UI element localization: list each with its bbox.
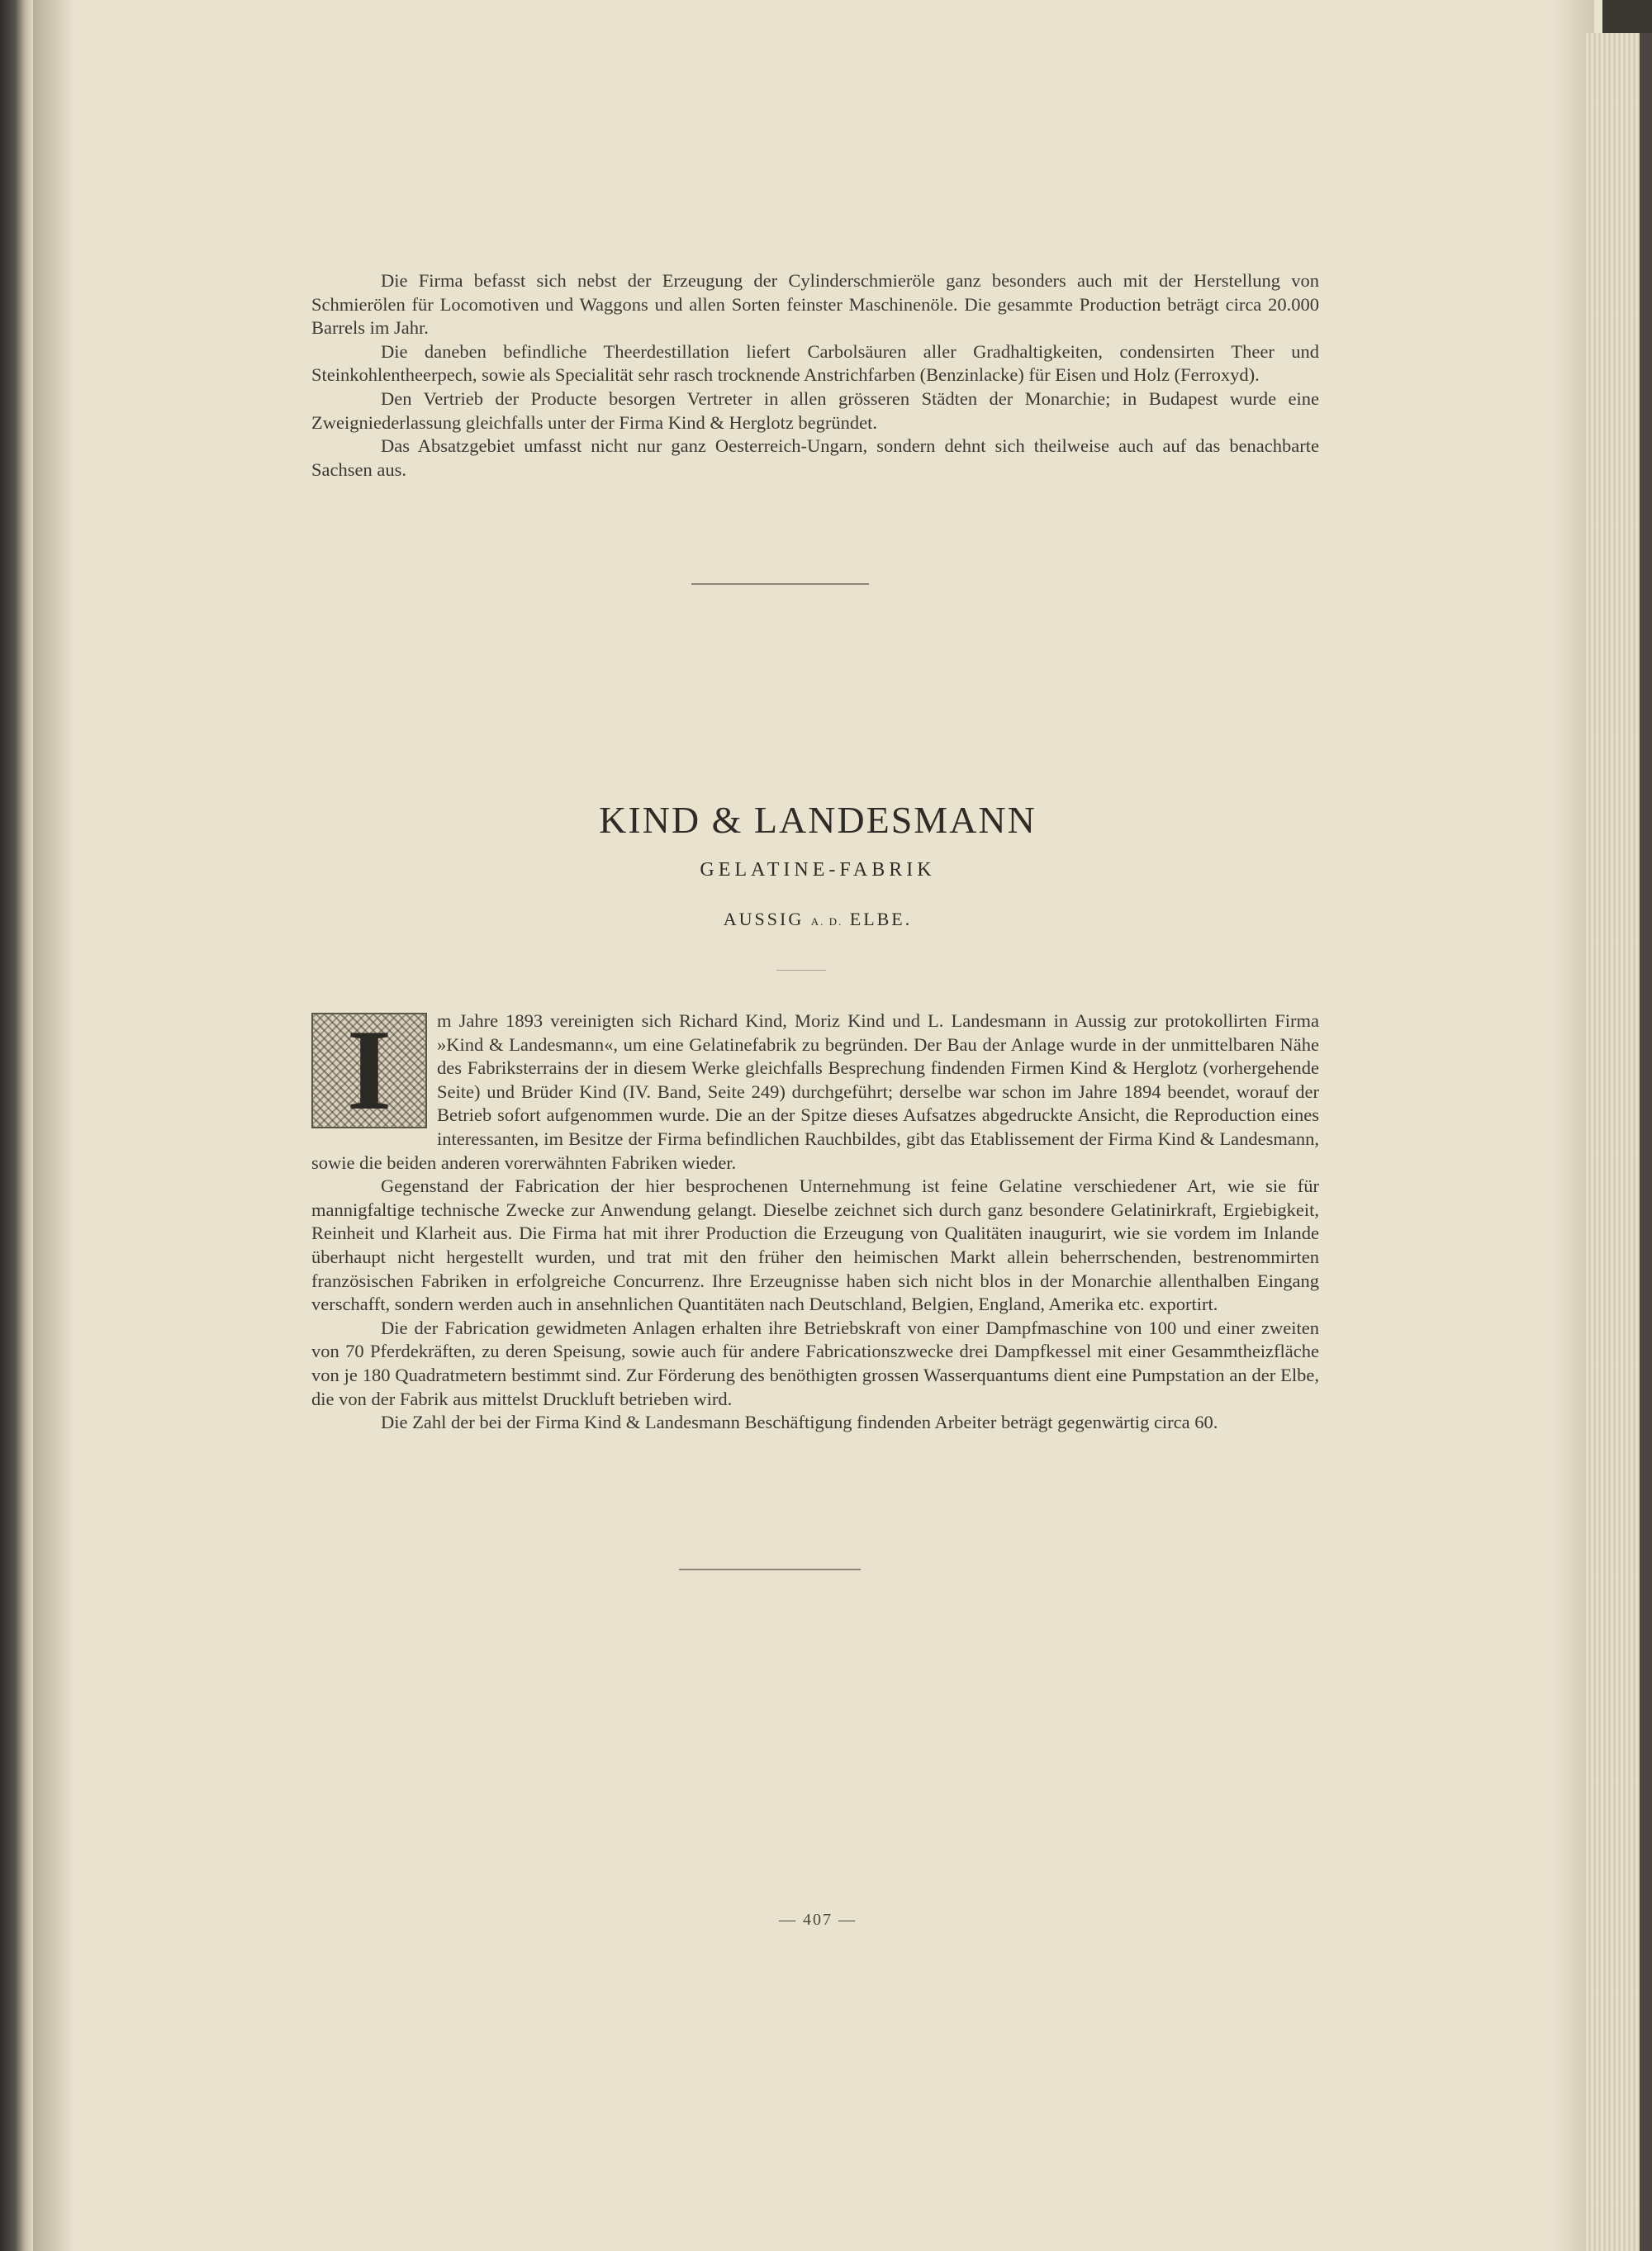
paragraph: Die Firma befasst sich nebst der Erzeugung der Cylinderschmieröle ganz besonders auch mit der Herstellung von Schmierölen für Locomotiven und Waggons und allen Sorten feinster Maschinenöle. Die gesammte Production beträgt circa 20.000 Barrels im Jahr.	[311, 270, 1319, 339]
paragraph: Gegenstand der Fabrication der hier besprochenen Unternehmung ist feine Gelatine verschiedener Art, wie sie für mannigfaltige technische Zwecke zur Anwendung gelangt. Dieselbe zeichnet sich durch ganz besondere Gelatinirkraft, Ergiebigkeit, Reinheit und Klarheit aus. Die Firma hat mit ihrer Production die Erzeugung von Qualitäten inaugurirt, wie sie vordem im Inlande überhaupt nicht hergestellt wurden, und trat mit den früher den heimischen Markt allein beherrschenden, bestrenommirten französischen Fabriken in erfolgreiche Concurrenz. Ihre Erzeugnisse haben sich nicht blos in der Monarchie allenthalben Eingang verschafft, sondern werden auch in ansehnlichen Quantitäten nach Deutschland, Belgien, England, Amerika etc. exportirt.	[311, 1175, 1319, 1315]
left-page-edge	[0, 0, 33, 2251]
first-paragraph	[311, 1006, 1319, 1175]
book-page	[33, 0, 1602, 2251]
paragraph: Die daneben befindliche Theerdestillation liefert Carbolsäuren aller Gradhaltigkeiten, condensirten Theer und Steinkohlentheerpech, sowie als Specialität sehr rasch trocknende Anstrichfarben (Benzinlacke) für Eisen und Holz (Ferroxyd).	[311, 340, 1319, 386]
end-divider	[679, 1569, 861, 1570]
company-subtitle: GELATINE-FABRIK	[700, 859, 936, 881]
paragraph: Das Absatzgebiet umfasst nicht nur ganz Oesterreich-Ungarn, sondern dehnt sich theilweise auch auf das benachbarte Sachsen aus.	[311, 435, 1319, 480]
main-text-section	[311, 1006, 1319, 1435]
page-number: — 407 —	[779, 1911, 857, 1929]
location-preposition: A. D.	[810, 915, 843, 928]
first-paragraph-text: m Jahre 1893 vereinigten sich Richard Kind, Moriz Kind und L. Landesmann in Aussig zur protokollirten Firma »Kind & Landesmann«, um eine Gelatinefabrik zu begründen. Der Bau der Anlage wurde in der unmittelbaren Nähe des Fabriksterrains der in diesem Werke gleichfalls Besprechung findenden Firmen Kind & Herglotz (vorhergehende Seite) und Brüder Kind (IV. Band, Seite 249) durchgeführt; derselbe war schon im Jahre 1894 beendet, worauf der Betrieb sofort aufgenommen wurde. Die an der Spitze dieses Aufsatzes abgedruckte Ansicht, die Reproduction eines interessanten, im Besitze der Firma befindlichen Rauchbildes, gibt das Etablissement der Firma Kind & Landesmann, sowie die beiden anderen vorerwähnten Fabriken wieder.	[311, 1010, 1319, 1173]
paragraph: Den Vertrieb der Producte besorgen Vertreter in allen grösseren Städten der Monarchie; in Budapest wurde eine Zweigniederlassung gleichfalls unter der Firma Kind & Herglotz begründet.	[311, 387, 1319, 433]
paragraph: Die der Fabrication gewidmeten Anlagen erhalten ihre Betriebskraft von einer Dampfmaschine von 100 und einer zweiten von 70 Pferdekräften, zu deren Speisung, sowie auch für andere Fabricationszwecke drei Dampfkessel mit einer Gesammtheizfläche von je 180 Quadratmetern bestimmt sind. Zur Förderung des benöthigten grossen Wasserquantums dient eine Pumpstation an der Elbe, die von der Fabrik aus mittelst Druckluft betrieben wird.	[311, 1317, 1319, 1409]
section-divider	[691, 583, 869, 585]
company-location	[33, 909, 1602, 930]
book-cover-edge	[1640, 33, 1652, 2251]
location-river: ELBE.	[849, 909, 913, 929]
paragraph: Die Zahl der bei der Firma Kind & Landesmann Beschäftigung findenden Arbeiter beträgt gegenwärtig circa 60.	[381, 1412, 1218, 1433]
company-title: KIND & LANDESMANN	[599, 799, 1037, 841]
location-city: AUSSIG	[723, 909, 805, 929]
small-ornament-divider	[776, 970, 826, 971]
top-text-section	[311, 269, 1319, 482]
decorated-initial-letter: I	[311, 1013, 427, 1128]
